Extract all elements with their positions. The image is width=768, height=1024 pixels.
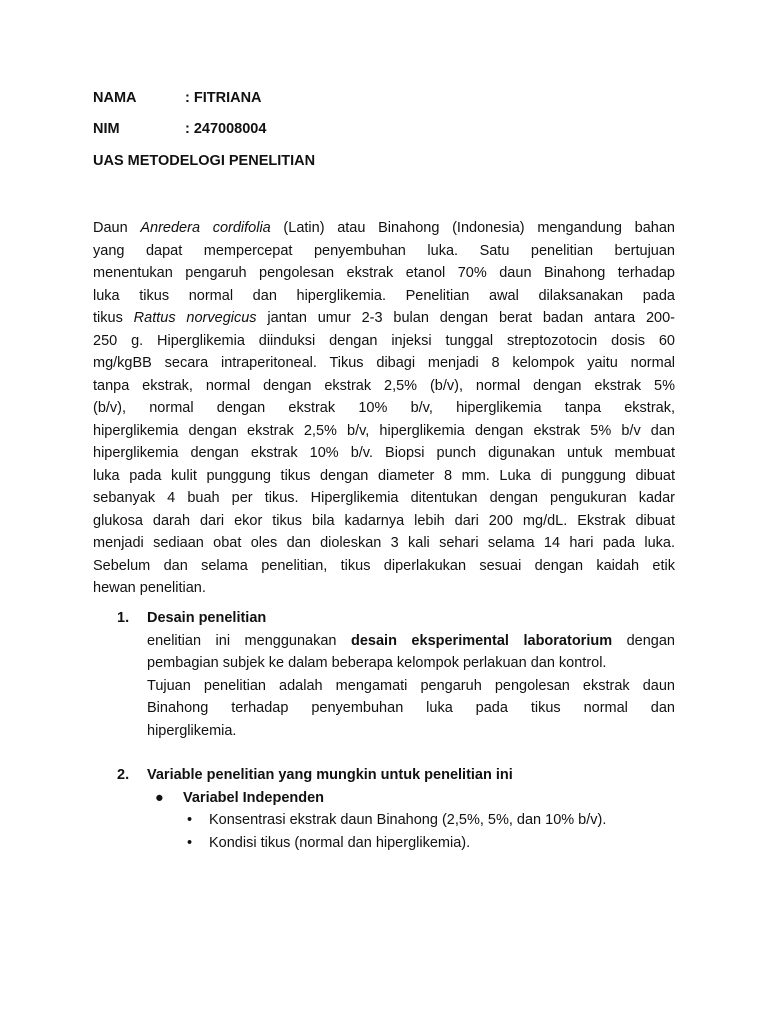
text-run: (Latin) atau Binahong (Indonesia) mengandung bahan	[270, 220, 675, 236]
item-heading: Desain penelitian	[147, 610, 267, 626]
paragraph-line: hiperglikemia.	[147, 722, 237, 739]
paragraph-line	[147, 630, 675, 653]
name-value: : FITRIANA	[185, 90, 262, 106]
paragraph-line	[93, 307, 675, 330]
document-title: UAS METODELOGI PENELITIAN	[93, 153, 316, 169]
text-run: dengan	[612, 632, 675, 649]
bold-phrase: desain eksperimental laboratorium	[350, 632, 613, 649]
bullet-dot-icon: •	[187, 812, 193, 828]
paragraph-line: menentukan pengaruh pengolesan ekstrak etanol 70% daun Binahong terhadap	[93, 265, 675, 281]
name-label: NAMA	[93, 90, 137, 106]
sub-bullet-item	[187, 809, 675, 832]
paragraph-line: sebanyak 4 buah per tikus. Hiperglikemia ditentukan dengan pengukuran kadar	[93, 490, 675, 506]
paragraph-line: (b/v), normal dengan ekstrak 10% b/v, hiperglikemia tanpa ekstrak,	[93, 400, 675, 416]
item-heading: Variable penelitian yang mungkin untuk penelitian ini	[147, 767, 513, 783]
paragraph-line: mg/kgBB secara intraperitoneal. Tikus dibagi menjadi 8 kelompok yaitu normal	[93, 355, 675, 371]
item-number: 1.	[117, 610, 130, 626]
paragraph-line: glukosa darah dari ekor tikus bila kadarnya lebih dari 200 mg/dL. Ekstrak dibuat	[93, 512, 675, 529]
bullet-dot-icon: •	[187, 834, 193, 851]
item-content	[147, 764, 675, 854]
nim-line	[93, 121, 266, 137]
bullet-independent-variable	[155, 787, 675, 810]
numbered-item-design	[117, 607, 675, 742]
paragraph-line: hewan penelitian.	[93, 580, 206, 596]
text-run: tikus	[93, 310, 134, 326]
item-number: 2.	[117, 767, 130, 783]
sub-bullet-item	[187, 832, 675, 855]
italic-species-name: Rattus norvegicus	[133, 310, 257, 326]
item-content	[147, 607, 675, 742]
intro-paragraph	[93, 217, 675, 600]
sub-bullet-text: Konsentrasi ekstrak daun Binahong (2,5%, 5%, dan 10% b/v).	[209, 812, 607, 828]
paragraph-line: luka tikus normal dan hiperglikemia. Penelitian awal dilaksanakan pada	[93, 287, 675, 304]
numbered-item-variables	[117, 764, 675, 854]
text-run: jantan umur 2-3 bulan dengan berat badan antara 200-	[256, 310, 675, 326]
nim-label: NIM	[93, 121, 120, 137]
paragraph-line: yang dapat mempercepat penyembuhan luka. Satu penelitian bertujuan	[93, 242, 675, 259]
paragraph-line: Sebelum dan selama penelitian, tikus diperlakukan sesuai dengan kaidah etik	[93, 557, 675, 574]
italic-species-name: Anredera cordifolia	[140, 220, 271, 236]
paragraph-line: pembagian subjek ke dalam beberapa kelompok perlakuan dan kontrol.	[147, 655, 607, 671]
paragraph-line: Binahong terhadap penyembuhan luka pada tikus normal dan	[147, 700, 675, 716]
nim-value: : 247008004	[185, 121, 267, 137]
paragraph-line: tanpa ekstrak, normal dengan ekstrak 2,5% (b/v), normal dengan ekstrak 5%	[93, 377, 675, 394]
text-run: enelitian ini menggunakan	[147, 632, 351, 649]
name-line	[93, 90, 262, 106]
sub-bullet-text: Kondisi tikus (normal dan hiperglikemia).	[209, 834, 471, 851]
paragraph-line: luka pada kulit punggung tikus dengan diameter 8 mm. Luka di punggung dibuat	[93, 467, 675, 484]
bullet-heading: Variabel Independen	[183, 789, 325, 806]
paragraph-line: menjadi sediaan obat oles dan dioleskan 3 kali sehari selama 14 hari pada luka.	[93, 535, 675, 551]
text-run: Daun	[93, 220, 141, 236]
bullet-dot-icon: ●	[155, 789, 164, 806]
paragraph-line: hiperglikemia dengan ekstrak 10% b/v. Biopsi punch digunakan untuk membuat	[93, 445, 675, 461]
paragraph-line	[93, 217, 675, 240]
paragraph-line: Tujuan penelitian adalah mengamati pengaruh pengolesan ekstrak daun	[147, 677, 675, 694]
paragraph-line: 250 g. Hiperglikemia diinduksi dengan injeksi tunggal streptozotocin dosis 60	[93, 332, 675, 349]
paragraph-line: hiperglikemia dengan ekstrak 2,5% b/v, hiperglikemia dengan ekstrak 5% b/v dan	[93, 422, 675, 439]
